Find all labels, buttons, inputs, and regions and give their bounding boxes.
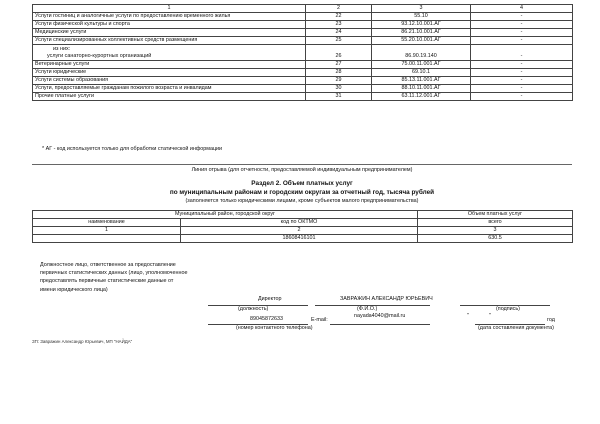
table-row (33, 13, 573, 21)
name-value: ЗАВРАЖИН АЛЕКСАНДР ЮРЬЕВИЧ (340, 296, 433, 302)
data-cell-name (33, 235, 181, 243)
cell-value: - (471, 76, 573, 84)
col-oktmo: код по ОКТМО (181, 219, 418, 227)
municipal-header-row (33, 211, 573, 219)
cell-code: 23 (306, 21, 372, 29)
cell-code: 28 (306, 68, 372, 76)
cell-okved: 86.21.10.001.АГ (372, 29, 471, 37)
cell-okved: 55.20.10.001.АГ (372, 37, 471, 45)
email-value: nayada4040@mail.ru (354, 313, 406, 319)
municipal-table (32, 210, 573, 243)
table-row (33, 93, 573, 101)
cell-code: 29 (306, 76, 372, 84)
cell-okved: 63.11.12.001.АГ (372, 93, 471, 101)
cell-code (306, 45, 372, 53)
cell-code: 27 (306, 60, 372, 68)
footnote: * АГ - код используется только для обработки статической информации (42, 146, 223, 152)
table-row (33, 68, 573, 76)
cell-code: 25 (306, 37, 372, 45)
cell-okved: 93.12.10.001.АГ (372, 21, 471, 29)
cell-value: - (471, 53, 573, 61)
phone-caption: (номер контактного телефона) (236, 325, 313, 331)
cell-name: услуги санаторно-курортных организаций (33, 53, 306, 61)
cell-value (471, 45, 573, 53)
cell-okved: 88.10.11.001.АГ (372, 84, 471, 92)
date-year-label: год (547, 317, 555, 323)
cell-value: - (471, 29, 573, 37)
table-row (33, 45, 573, 53)
email-label: E-mail: (311, 317, 328, 323)
cell-value: - (471, 13, 573, 21)
official-label: Должностное лицо, ответственное за предоставление первичных статистических данных (лицо, уполномоченное предоставлять первичные статистические данные от имени юридического лица) (40, 262, 188, 293)
cell-code: 24 (306, 29, 372, 37)
col-volume: Объем платных услуг (418, 211, 573, 219)
table-row (33, 53, 573, 61)
section2-title: Раздел 2. Объем платных услуг (251, 180, 353, 187)
cell-okved: 69.10.1 (372, 68, 471, 76)
num-cell-3: 3 (418, 227, 573, 235)
table-row (33, 76, 573, 84)
section2-title-line2: по муниципальным районам и городским округам за отчетный год, тысяча рублей (169, 189, 435, 196)
cut-line (32, 164, 572, 165)
cell-value: - (471, 21, 573, 29)
cell-okved: 85.13.11.001.АГ (372, 76, 471, 84)
cell-name: Услуги специализированных коллективных средств размещения (33, 37, 306, 45)
header-col-1: 1 (33, 5, 306, 13)
num-cell-2: 2 (181, 227, 418, 235)
col-total: всего (418, 219, 573, 227)
cell-value: - (471, 68, 573, 76)
table-row (33, 21, 573, 29)
cell-name: Услуги гостиниц и аналогичные услуги по предоставлению временного жилья (33, 13, 306, 21)
data-cell-total: 630.5 (418, 235, 573, 243)
cell-name: из них: (33, 45, 306, 53)
cell-code: 22 (306, 13, 372, 21)
services-table (32, 4, 573, 101)
cell-code: 31 (306, 93, 372, 101)
section2-subtitle: (заполняется только юридическими лицами, кроме субъектов малого предпринимательства) (185, 198, 419, 204)
date-quote-close: " (489, 313, 491, 319)
date-quote-open: " (467, 313, 469, 319)
table-header-row (33, 5, 573, 13)
cell-value: - (471, 93, 573, 101)
header-col-3: 3 (372, 5, 471, 13)
num-cell-1: 1 (33, 227, 181, 235)
table-row (33, 37, 573, 45)
cell-name: Услуги юридические (33, 68, 306, 76)
data-cell-oktmo: 18608416101 (181, 235, 418, 243)
col-name: наименование (33, 219, 181, 227)
cell-name: Услуги, предоставляемые гражданам пожилого возраста и инвалидам (33, 84, 306, 92)
cell-name: Ветеринарные услуги (33, 60, 306, 68)
services-table-body (33, 5, 573, 101)
table-row (33, 29, 573, 37)
table-row (33, 60, 573, 68)
table-row (33, 84, 573, 92)
cell-okved: 86.90.19.140 (372, 53, 471, 61)
col-municipal-group: Муниципальный район, городской округ (33, 211, 418, 219)
cut-line-text: Линия отрыва (для отчетности, предоставляемой индивидуальным предпринимателем) (191, 167, 413, 173)
name-caption: (Ф.И.О.) (357, 306, 378, 312)
municipal-number-row (33, 227, 573, 235)
cell-name: Медицинские услуги (33, 29, 306, 37)
footer-text: ЗП: Завражин Александр Юрьевич, МП "НАЙДА" (32, 339, 133, 344)
cell-code: 30 (306, 84, 372, 92)
cell-okved: 75.00.11.001.АГ (372, 60, 471, 68)
cell-okved: 55.10 (372, 13, 471, 21)
header-col-4: 4 (471, 5, 573, 13)
position-caption: (должность) (238, 306, 269, 312)
cell-value: - (471, 37, 573, 45)
cell-name: Прочие платные услуги (33, 93, 306, 101)
cell-value: - (471, 60, 573, 68)
cell-code: 26 (306, 53, 372, 61)
municipal-data-row (33, 235, 573, 243)
cell-name: Услуги системы образования (33, 76, 306, 84)
phone-value: 89045872633 (250, 316, 283, 322)
position-value: Директор (258, 296, 282, 302)
signature-caption: (подпись) (496, 306, 520, 312)
cell-value: - (471, 84, 573, 92)
header-col-2: 2 (306, 5, 372, 13)
cell-okved (372, 45, 471, 53)
municipal-subheader-row (33, 219, 573, 227)
cell-name: Услуги физической культуры и спорта (33, 21, 306, 29)
date-caption: (дата составления документа) (478, 325, 554, 331)
email-underline (330, 324, 430, 325)
